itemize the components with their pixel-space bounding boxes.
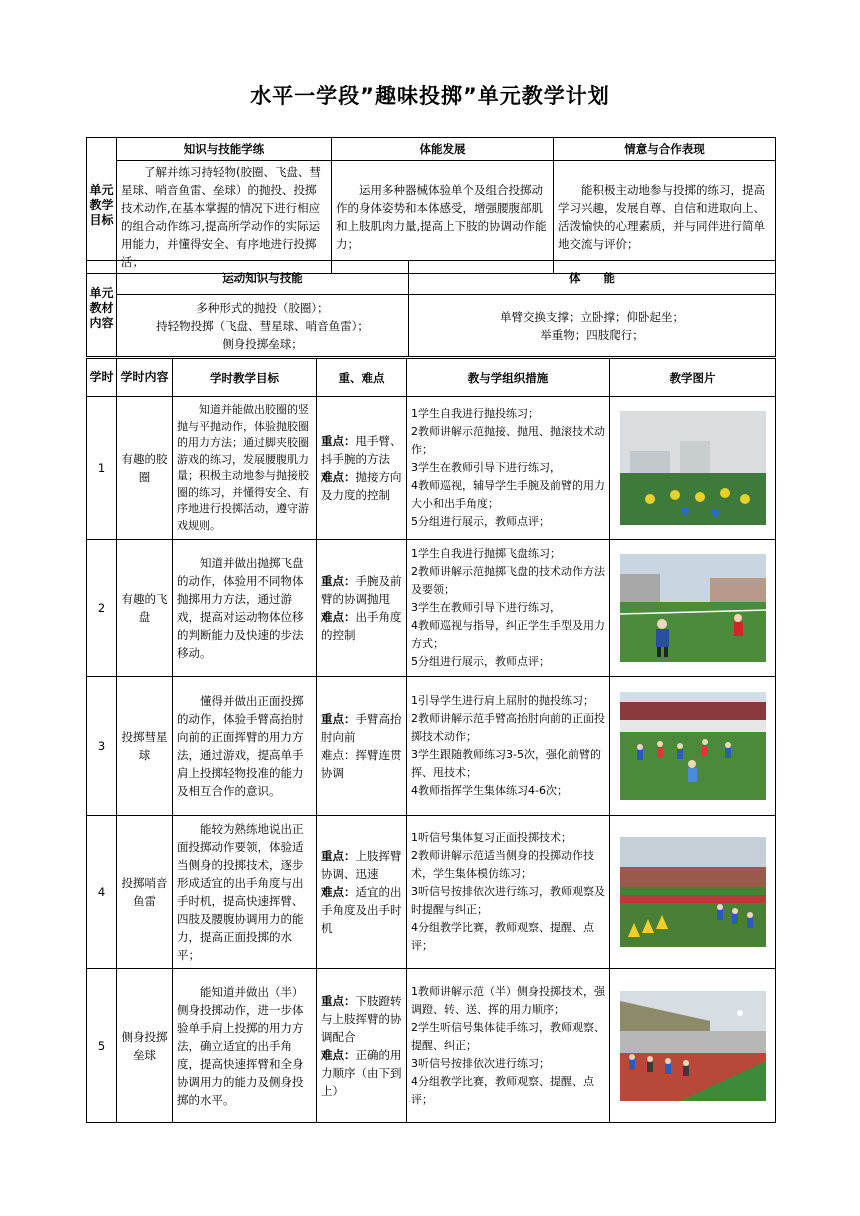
header-key: 重、难点 — [317, 359, 407, 397]
goals-knowledge: 了解并练习持轻物(胶圈、飞盘、彗星球、哨音鱼雷、垒球）的抛投、投掷技术动作,在基本掌握的情况下进行相应的组合动作练习,提高所学动作的实际运用能力，并懂得安全、有序地进行投掷活； — [117, 161, 332, 274]
table-row — [87, 540, 776, 677]
lesson-content: 投掷彗星球 — [117, 677, 173, 816]
lesson-measures — [407, 397, 610, 540]
lesson-key — [317, 397, 407, 540]
lesson-photo — [610, 816, 776, 969]
measure-item: 1学生自我进行抛投练习； — [411, 407, 539, 420]
measure-item: 4分组教学比赛，教师观察、提醒、点评； — [411, 921, 594, 952]
table-row — [87, 677, 776, 816]
header-goal: 学时教学目标 — [173, 359, 317, 397]
measure-item: 2学生听信号集体徒手练习，教师观察、提醒、纠正； — [411, 1020, 605, 1052]
measure-item: 5分组进行展示，教师点评； — [411, 515, 550, 528]
page-title: 水平一学段”趣味投掷”单元教学计划 — [250, 84, 610, 108]
physical-item: 单臂交换支撑；立卧撑；仰卧起坐； — [500, 309, 684, 324]
materials-physical — [409, 295, 776, 357]
lesson-photo — [610, 540, 776, 677]
goals-label: 单元教学目标 — [87, 138, 117, 274]
skill-item: 多种形式的抛投（胶圈）； — [196, 300, 329, 315]
diff-label: 难点： — [321, 885, 356, 899]
photo-field-softball — [620, 991, 766, 1101]
measure-item: 1引导学生进行肩上屈肘的抛投练习； — [411, 694, 594, 707]
photo-field-frisbee — [620, 554, 766, 662]
lesson-goal: 能较为熟练地说出正面投掷动作要领，体验适当侧身的投掷技术，逐步形成适宜的出手角度与出手时机，提高快速挥臂、四肢及腰腹协调用力的能力，提高正面投掷的水平； — [173, 816, 317, 969]
key-text: 手腕及前臂的协调抛甩 — [321, 574, 402, 606]
header-num: 学时 — [87, 359, 117, 397]
measure-item: 2教师讲解示范手臂高抬肘向前的正面投掷技术动作； — [411, 712, 605, 743]
measure-item: 4教师巡视，辅导学生手腕及前臂的用力大小和出手角度； — [411, 479, 605, 510]
diff-text: 出手角度的控制 — [321, 610, 402, 642]
table-row — [87, 816, 776, 969]
measure-item: 4分组教学比赛，教师观察、提醒、点评； — [411, 1074, 594, 1106]
materials-label: 单元教材内容 — [87, 261, 117, 357]
key-label: 重点： — [321, 574, 356, 588]
materials-skills — [117, 295, 409, 357]
photo-field-whistle-torpedo — [620, 837, 766, 947]
diff-label: 难点： — [321, 1047, 356, 1062]
diff-text: 抛接方向及力度的控制 — [321, 470, 402, 502]
measure-item: 3学生在教师引导下进行练习， — [411, 601, 561, 614]
goals-fitness: 运用多种器械体验单个及组合投掷动作的身体姿势和本体感受，增强腰腹部肌和上肢肌肉力量,提高上下肢的协调动作能力； — [332, 161, 554, 274]
goals-header-knowledge: 知识与技能学练 — [117, 138, 332, 161]
photo-field-hoops — [620, 411, 766, 525]
key-label: 重点： — [321, 434, 356, 448]
measure-item: 2教师讲解示范抛接、抛甩、抛滚技术动作； — [411, 425, 605, 456]
lesson-photo — [610, 677, 776, 816]
materials-header-skills: 运动知识与技能 — [117, 261, 409, 295]
lesson-photo — [610, 969, 776, 1123]
lesson-content: 投掷哨音鱼雷 — [117, 816, 173, 969]
diff-label: 难点： — [321, 748, 356, 762]
lesson-content: 有趣的飞盘 — [117, 540, 173, 677]
diff-text: 挥臂连贯协调 — [321, 748, 402, 780]
lesson-key — [317, 969, 407, 1123]
key-text: 上肢挥臂协调、迅速 — [321, 849, 402, 881]
table-row — [87, 969, 776, 1123]
diff-text: 正确的用力顺序（由下到上） — [321, 1047, 402, 1098]
lesson-key — [317, 677, 407, 816]
lesson-num: 3 — [87, 677, 117, 816]
goals-table — [86, 137, 776, 274]
measure-item: 1听信号集体复习正面投掷技术； — [411, 831, 572, 844]
key-label: 重点： — [321, 993, 356, 1008]
header-pic: 教学图片 — [610, 359, 776, 397]
table-row — [87, 397, 776, 540]
lesson-goal: 能知道并做出（半）侧身投掷动作，进一步体验单手肩上投掷的用力方法，确立适宜的出手角度，提高快速挥臂和全身协调用力的能力及侧身投掷的水平。 — [173, 969, 317, 1123]
lesson-goal: 知道并能做出胶圈的竖抛与平抛动作，体验抛胶圈的用力方法；通过脚夹胶圈游戏的练习，发展腰腹肌力量；积极主动地参与抛接胶圈的练习，并懂得安全、有序地进行投掷活动，遵守游戏规则。 — [173, 397, 317, 540]
photo-field-comet-ball — [620, 692, 766, 800]
goals-header-affective: 情意与合作表现 — [554, 138, 776, 161]
lesson-photo — [610, 397, 776, 540]
measure-item: 1教师讲解示范（半）侧身投掷技术，强调蹬、转、送、挥的用力顺序； — [411, 984, 605, 1016]
measure-item: 4教师指挥学生集体练习4-6次； — [411, 784, 568, 797]
physical-item: 举重物；四肢爬行； — [540, 327, 644, 342]
key-text: 手臂高抬肘向前 — [321, 712, 402, 744]
measure-item: 1学生自我进行抛掷飞盘练习； — [411, 547, 561, 560]
measure-item: 3听信号按排依次进行练习，教师观察及时提醒与纠正； — [411, 885, 605, 916]
key-label: 重点： — [321, 849, 356, 863]
diff-text: 适宜的出手角度及出手时机 — [321, 885, 402, 935]
materials-header-physical: 体 能 — [409, 261, 776, 295]
lesson-measures — [407, 540, 610, 677]
measure-item: 3听信号按排依次进行练习； — [411, 1056, 550, 1070]
key-text: 甩手臂、抖手腕的方法 — [321, 434, 402, 466]
lesson-goal: 懂得并做出正面投掷的动作，体验手臂高抬肘向前的正面挥臂的用力方法，通过游戏，提高单手肩上投掷轻物投准的能力及相互合作的意识。 — [173, 677, 317, 816]
skill-item: 持轻物投掷（飞盘、彗星球、哨音鱼雷）； — [156, 318, 369, 333]
header-content: 学时内容 — [117, 359, 173, 397]
lesson-key — [317, 540, 407, 677]
lesson-measures — [407, 969, 610, 1123]
header-measures: 教与学组织措施 — [407, 359, 610, 397]
measure-item: 2教师讲解示范适当侧身的投掷动作技术，学生集体模仿练习； — [411, 849, 594, 880]
diff-label: 难点： — [321, 470, 356, 484]
lesson-goal: 知道并做出抛掷飞盘的动作，体验用不同物体抛掷用力方法，通过游戏，提高对运动物体位移的判断能力及快速的步法移动。 — [173, 540, 317, 677]
diff-label: 难点： — [321, 610, 356, 624]
lesson-num: 4 — [87, 816, 117, 969]
lesson-num: 1 — [87, 397, 117, 540]
measure-item: 4教师巡视与指导，纠正学生手型及用力方式； — [411, 619, 605, 650]
key-text: 下肢蹬转与上肢挥臂的协调配合 — [321, 993, 402, 1044]
skill-item: 侧身投掷垒球； — [222, 336, 303, 351]
measure-item: 5分组进行展示，教师点评； — [411, 655, 550, 668]
measure-item: 3学生在教师引导下进行练习， — [411, 461, 561, 474]
measure-item: 3学生跟随教师练习3-5次，强化前臂的挥、甩技术； — [411, 748, 601, 779]
lesson-measures — [407, 677, 610, 816]
lesson-key — [317, 816, 407, 969]
lesson-num: 2 — [87, 540, 117, 677]
goals-header-fitness: 体能发展 — [332, 138, 554, 161]
materials-table — [86, 260, 776, 357]
lesson-content: 有趣的胶圈 — [117, 397, 173, 540]
goals-affective: 能积极主动地参与投掷的练习，提高学习兴趣，发展自尊、自信和进取向上、活泼愉快的心理素质，并与同伴进行简单地交流与评价； — [554, 161, 776, 274]
key-label: 重点： — [321, 712, 356, 726]
measure-item: 2教师讲解示范抛掷飞盘的技术动作方法及要领； — [411, 565, 605, 596]
lesson-measures — [407, 816, 610, 969]
lessons-table — [86, 358, 776, 1123]
lesson-num: 5 — [87, 969, 117, 1123]
lesson-content: 侧身投掷垒球 — [117, 969, 173, 1123]
